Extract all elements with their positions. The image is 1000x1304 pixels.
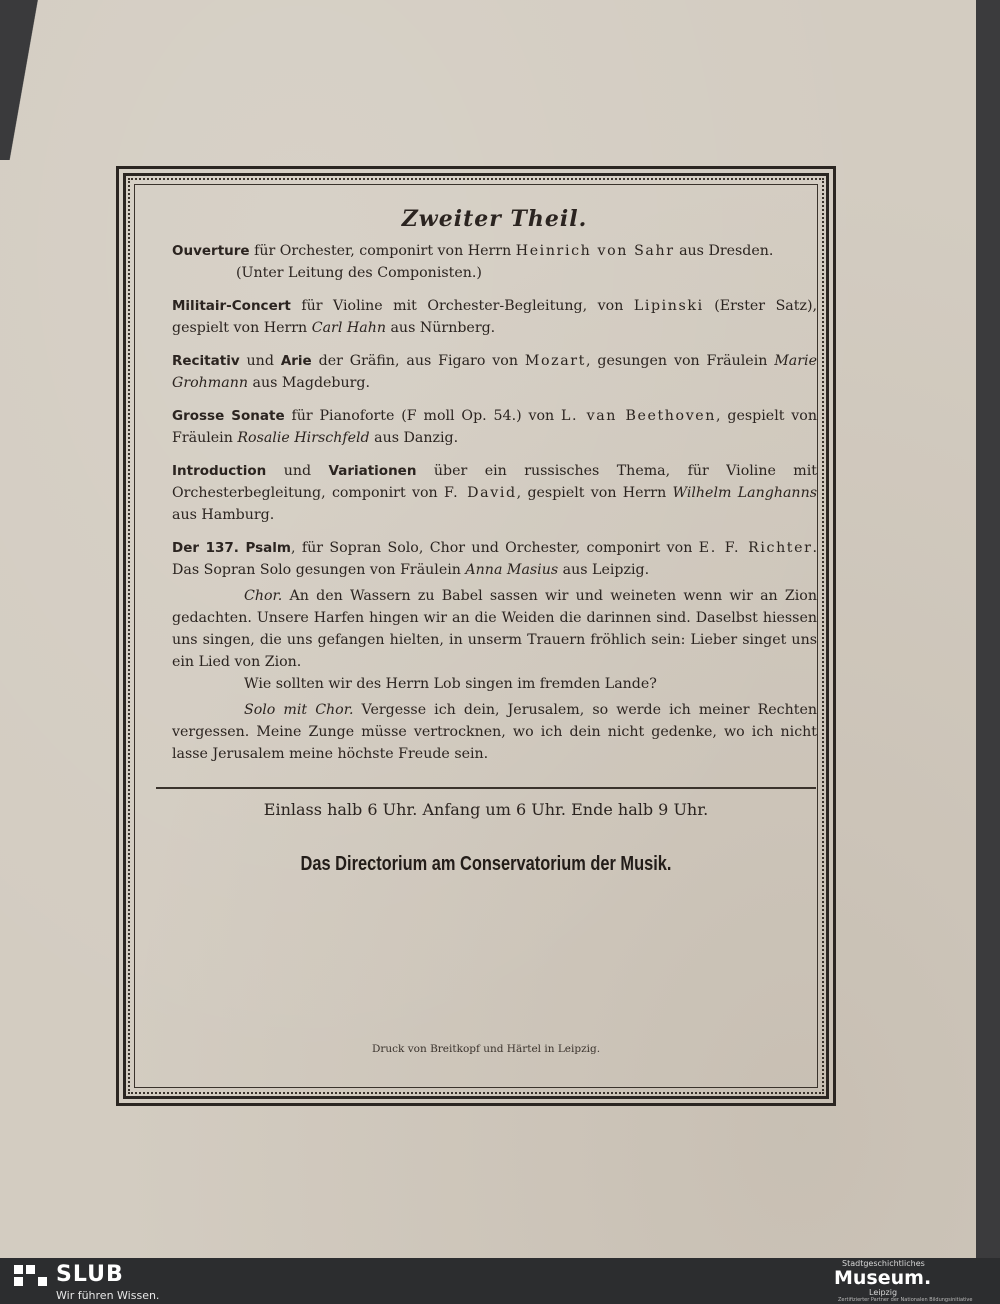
performer-name: Anna Masius — [465, 562, 559, 578]
program-item — [172, 240, 817, 284]
composer-name: Heinrich von Sahr — [515, 243, 675, 259]
scan-background-corner — [0, 0, 40, 160]
performer-name: Marie Grohmann — [172, 353, 817, 391]
slub-name: SLUB — [56, 1262, 124, 1287]
item-heading: Militair-Concert — [172, 298, 291, 314]
performer-name: Rosalie Hirschfeld — [237, 430, 370, 446]
performer-name: Carl Hahn — [311, 320, 386, 336]
slub-logo[interactable] — [14, 1262, 194, 1302]
program-item — [172, 295, 817, 339]
slub-logo-icon — [14, 1265, 50, 1287]
performer-name: Wilhelm Langhanns — [672, 485, 817, 501]
composer-name: Lipinski — [633, 298, 704, 314]
scan-background-edge — [976, 0, 1000, 1258]
slub-slogan: Wir führen Wissen. — [56, 1289, 160, 1302]
psalm-lyrics-question — [172, 673, 817, 695]
program-content — [172, 208, 817, 765]
lyrics-label: Chor. — [244, 588, 283, 604]
printer-imprint: Druck von Breitkopf und Härtel in Leipzig. — [371, 1043, 601, 1055]
item-heading: Introduction — [172, 463, 267, 479]
program-item — [172, 537, 817, 581]
item-origin: aus Hamburg. — [172, 507, 275, 523]
item-heading-second: Arie — [280, 353, 312, 369]
item-note: (Unter Leitung des Componisten.) — [236, 265, 482, 281]
item-heading: Grosse Sonate — [172, 408, 285, 424]
item-heading: Recitativ — [172, 353, 240, 369]
item-description: , gespielt von Herrn — [516, 485, 673, 501]
item-connector: und — [239, 353, 281, 369]
item-heading: Ouverture — [172, 243, 250, 259]
item-description: für Violine mit Orchester-Begleitung, von — [290, 298, 634, 314]
item-description: , gespielt von Fräulein — [172, 408, 817, 446]
organizer-signature: Das Directorium am Conservatorium der Musik. — [300, 853, 672, 875]
schedule-times: Einlass halb 6 Uhr. Anfang um 6 Uhr. Ende halb 9 Uhr. — [263, 800, 709, 819]
item-description: der Gräfin, aus Figaro von — [311, 353, 525, 369]
composer-name: Mozart — [524, 353, 586, 369]
item-description: , gesungen von Fräulein — [585, 353, 775, 369]
item-origin: aus Leipzig. — [558, 562, 650, 578]
composer-name: L. van Beethoven — [561, 408, 717, 424]
museum-logo[interactable] — [834, 1259, 984, 1304]
museum-label-name: Museum. — [834, 1267, 932, 1289]
program-item — [172, 405, 817, 449]
item-connector: und — [266, 463, 329, 479]
museum-label-city: Leipzig — [869, 1288, 898, 1297]
item-description: . Das Sopran Solo gesungen von Fräulein — [172, 540, 817, 578]
item-description: für Pianoforte (F moll Op. 54.) von — [284, 408, 562, 424]
item-description: aus Dresden. — [674, 243, 774, 259]
composer-name: E. F. Richter — [698, 540, 813, 556]
psalm-lyrics-chor — [172, 585, 817, 673]
item-origin: aus Magdeburg. — [247, 375, 371, 391]
item-description: für Orchester, componirt von Herrn — [249, 243, 516, 259]
lyrics-text: Vergesse ich dein, Jerusalem, so werde ich meiner Rechten vergessen. Meine Zunge müsse vertrocknen, wo ich dein nicht gedenke, wo ich nicht lasse Jerusalem meine höchste Freude sein. — [172, 702, 817, 762]
psalm-lyrics-solo — [172, 699, 817, 765]
divider — [156, 787, 816, 789]
museum-label-note: Zertifizierter Partner der Nationalen Bildungsinitiative — [838, 1297, 973, 1303]
item-origin: aus Nürnberg. — [385, 320, 496, 336]
item-heading-second: Variationen — [328, 463, 417, 479]
section-title: Zweiter Theil. — [401, 206, 588, 232]
item-description: (Erster Satz), gespielt von Herrn — [172, 298, 817, 336]
museum-label-top: Stadtgeschichtliches — [842, 1259, 925, 1268]
program-item — [172, 460, 817, 526]
item-origin: aus Danzig. — [369, 430, 459, 446]
item-description: , für Sopran Solo, Chor und Orchester, componirt von — [290, 540, 699, 556]
composer-name: F. David — [443, 485, 517, 501]
lyrics-label: Solo mit Chor. — [244, 702, 354, 718]
item-heading: Der 137. Psalm — [172, 540, 291, 556]
item-description: über ein russisches Thema, für Violine mit Orchesterbegleitung, componirt von — [172, 463, 817, 501]
lyrics-text: Wie sollten wir des Herrn Lob singen im fremden Lande? — [244, 676, 657, 692]
program-item — [172, 350, 817, 394]
lyrics-text: An den Wassern zu Babel sassen wir und weineten wenn wir an Zion gedachten. Unsere Harfen hingen wir an die Weiden die darinnen sind. Daselbst hiessen uns singen, die uns gefangen hielten, in unserm Trauern fröhlich sein: Lieber singet uns ein Lied von Zion. — [172, 588, 817, 670]
